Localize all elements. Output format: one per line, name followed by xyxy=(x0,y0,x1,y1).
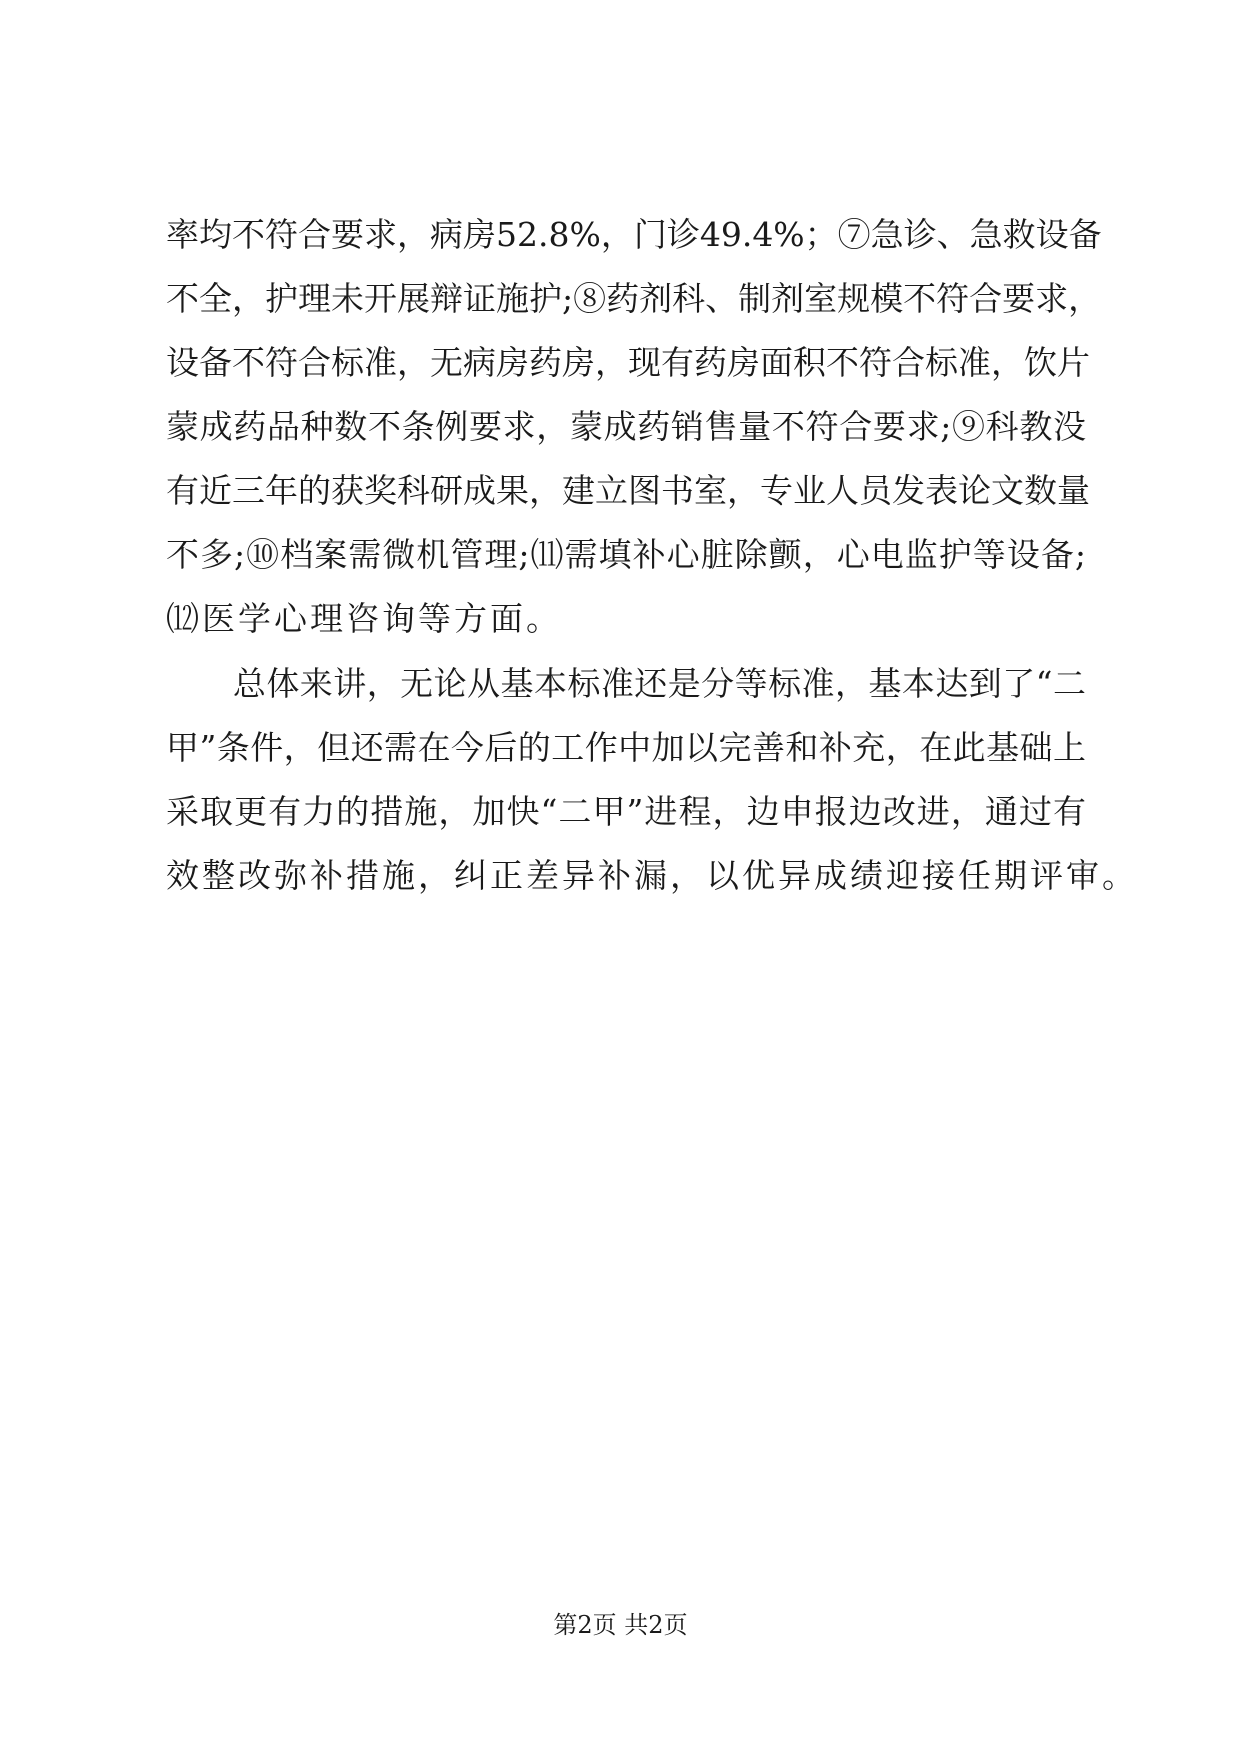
paragraph-1-line-2: 不全，护理未开展辩证施护;⑧药剂科、制剂室规模不符合要求， xyxy=(166,279,1102,318)
page-number-footer: 第2页 共2页 xyxy=(553,1611,688,1639)
paragraph-2-line-2: 甲”条件，但还需在今后的工作中加以完善和补充，在此基础上 xyxy=(166,728,1086,767)
paragraph-1-line-3: 设备不符合标准，无病房药房，现有药房面积不符合标准，饮片 xyxy=(166,343,1090,382)
paragraph-2-line-1: 总体来讲，无论从基本标准还是分等标准，基本达到了“二 xyxy=(166,664,1086,703)
paragraph-1-line-7: ⑿医学心理咨询等方面。 xyxy=(166,599,562,638)
paragraph-1-line-4: 蒙成药品种数不条例要求，蒙成药销售量不符合要求;⑨科教没 xyxy=(166,407,1086,446)
paragraph-1-line-5: 有近三年的获奖科研成果，建立图书室，专业人员发表论文数量 xyxy=(166,471,1090,510)
paragraph-1-line-6: 不多;⑩档案需微机管理;⑾需填补心脏除颤，心电监护等设备; xyxy=(166,535,1086,574)
paragraph-2-line-3: 采取更有力的措施，加快“二甲”进程，边申报边改进，通过有 xyxy=(166,792,1086,831)
paragraph-2-line-4: 效整改弥补措施，纠正差异补漏，以优异成绩迎接任期评审。 xyxy=(166,856,1138,895)
paragraph-1-line-1: 率均不符合要求，病房52.8%，门诊49.4%；⑦急诊、急救设备 xyxy=(166,215,1102,254)
